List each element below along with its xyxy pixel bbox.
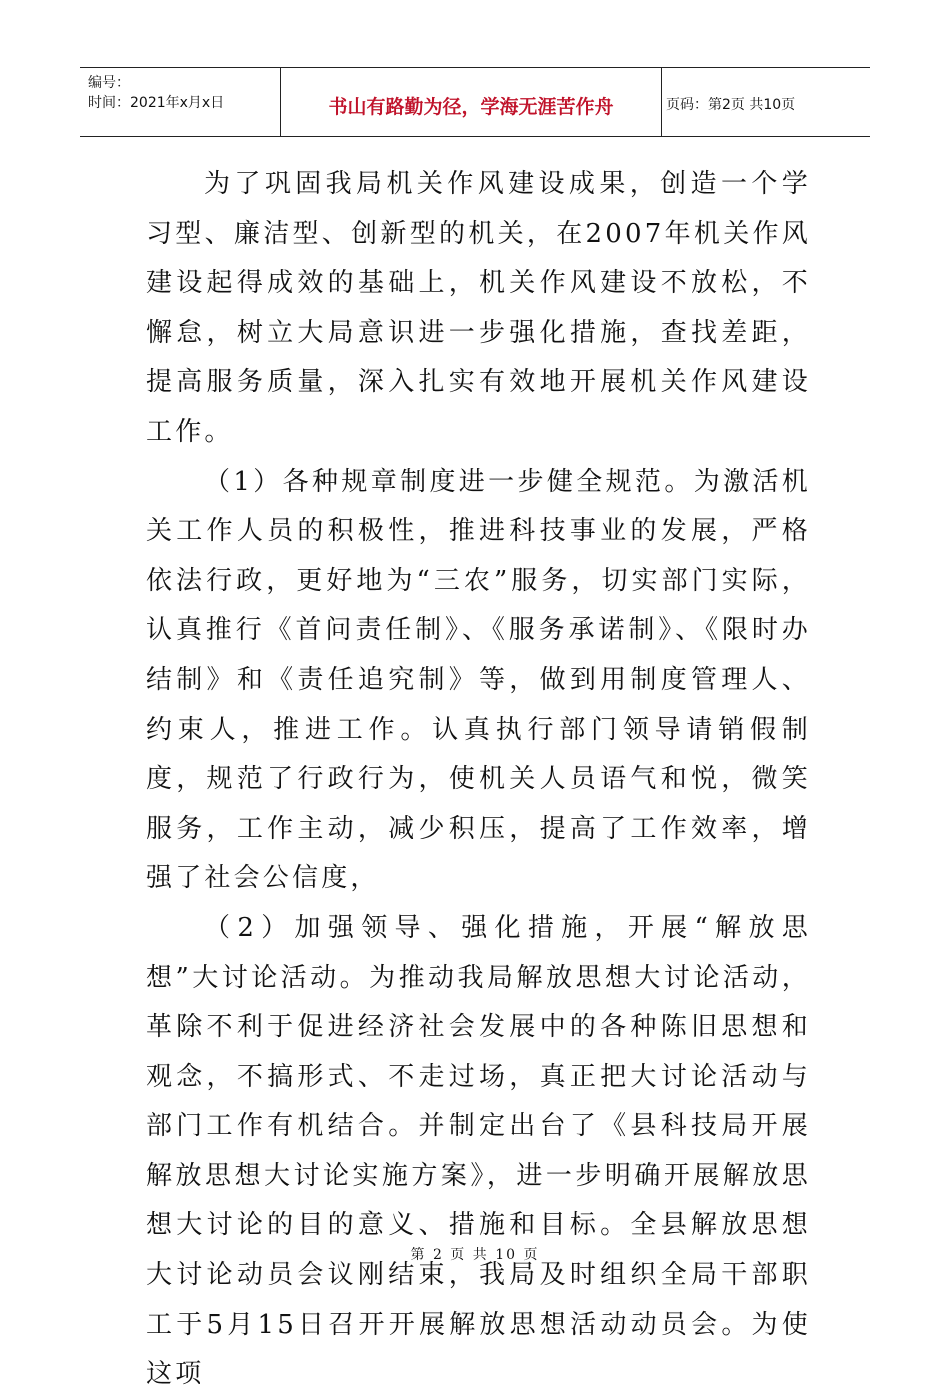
header-meta-cell <box>80 68 280 136</box>
body-paragraph-intro: 为了巩固我局机关作风建设成果，创造一个学习型、廉洁型、创新型的机关，在2007年机关作风建设起得成效的基础上，机关作风建设不放松，不懈怠，树立大局意识进一步强化措施，查找差距，提高服务质量，深入扎实有效地开展机关作风建设工作。 <box>146 169 811 447</box>
document-date-label: 时间：2021年x月x日 <box>88 95 225 111</box>
header-page-info: 页码：第2页 共10页 <box>666 97 796 113</box>
page-header <box>80 67 870 137</box>
header-motto: 书山有路勤为径，学海无涯苦作舟 <box>328 96 614 118</box>
header-motto-cell <box>280 68 662 136</box>
body-paragraph-discussion: （2）加强领导、强化措施，开展“解放思想”大讨论活动。为推动我局解放思想大讨论活动，革除不利于促进经济社会发展中的各种陈旧思想和观念，不搞形式、不走过场，真正把大讨论活动与部门工作有机结合。并制定出台了《县科技局开展解放思想大讨论实施方案》，进一步明确开展解放思想大讨论的目的意义、措施和目标。全县解放思想大讨论动员会议刚结束，我局及时组织全局干部职工于5月15日召开开展解放思想活动动员会。为使这项 <box>146 912 811 1390</box>
body-paragraph-rules: （1）各种规章制度进一步健全规范。为激活机关工作人员的积极性，推进科技事业的发展，严格依法行政，更好地为“三农”服务，切实部门实际，认真推行《首问责任制》、《服务承诺制》、《限时办结制》和《责任追究制》等，做到用制度管理人、约束人，推进工作。认真执行部门领导请销假制度，规范了行政行为，使机关人员语气和悦，微笑服务，工作主动，减少积压，提高了工作效率，增强了社会公信度， <box>146 466 811 894</box>
document-body <box>146 160 811 1400</box>
document-number-label: 编号： <box>88 75 130 91</box>
page-footer: 第 2 页 共 10 页 <box>410 1247 540 1263</box>
header-page-cell <box>660 68 870 136</box>
